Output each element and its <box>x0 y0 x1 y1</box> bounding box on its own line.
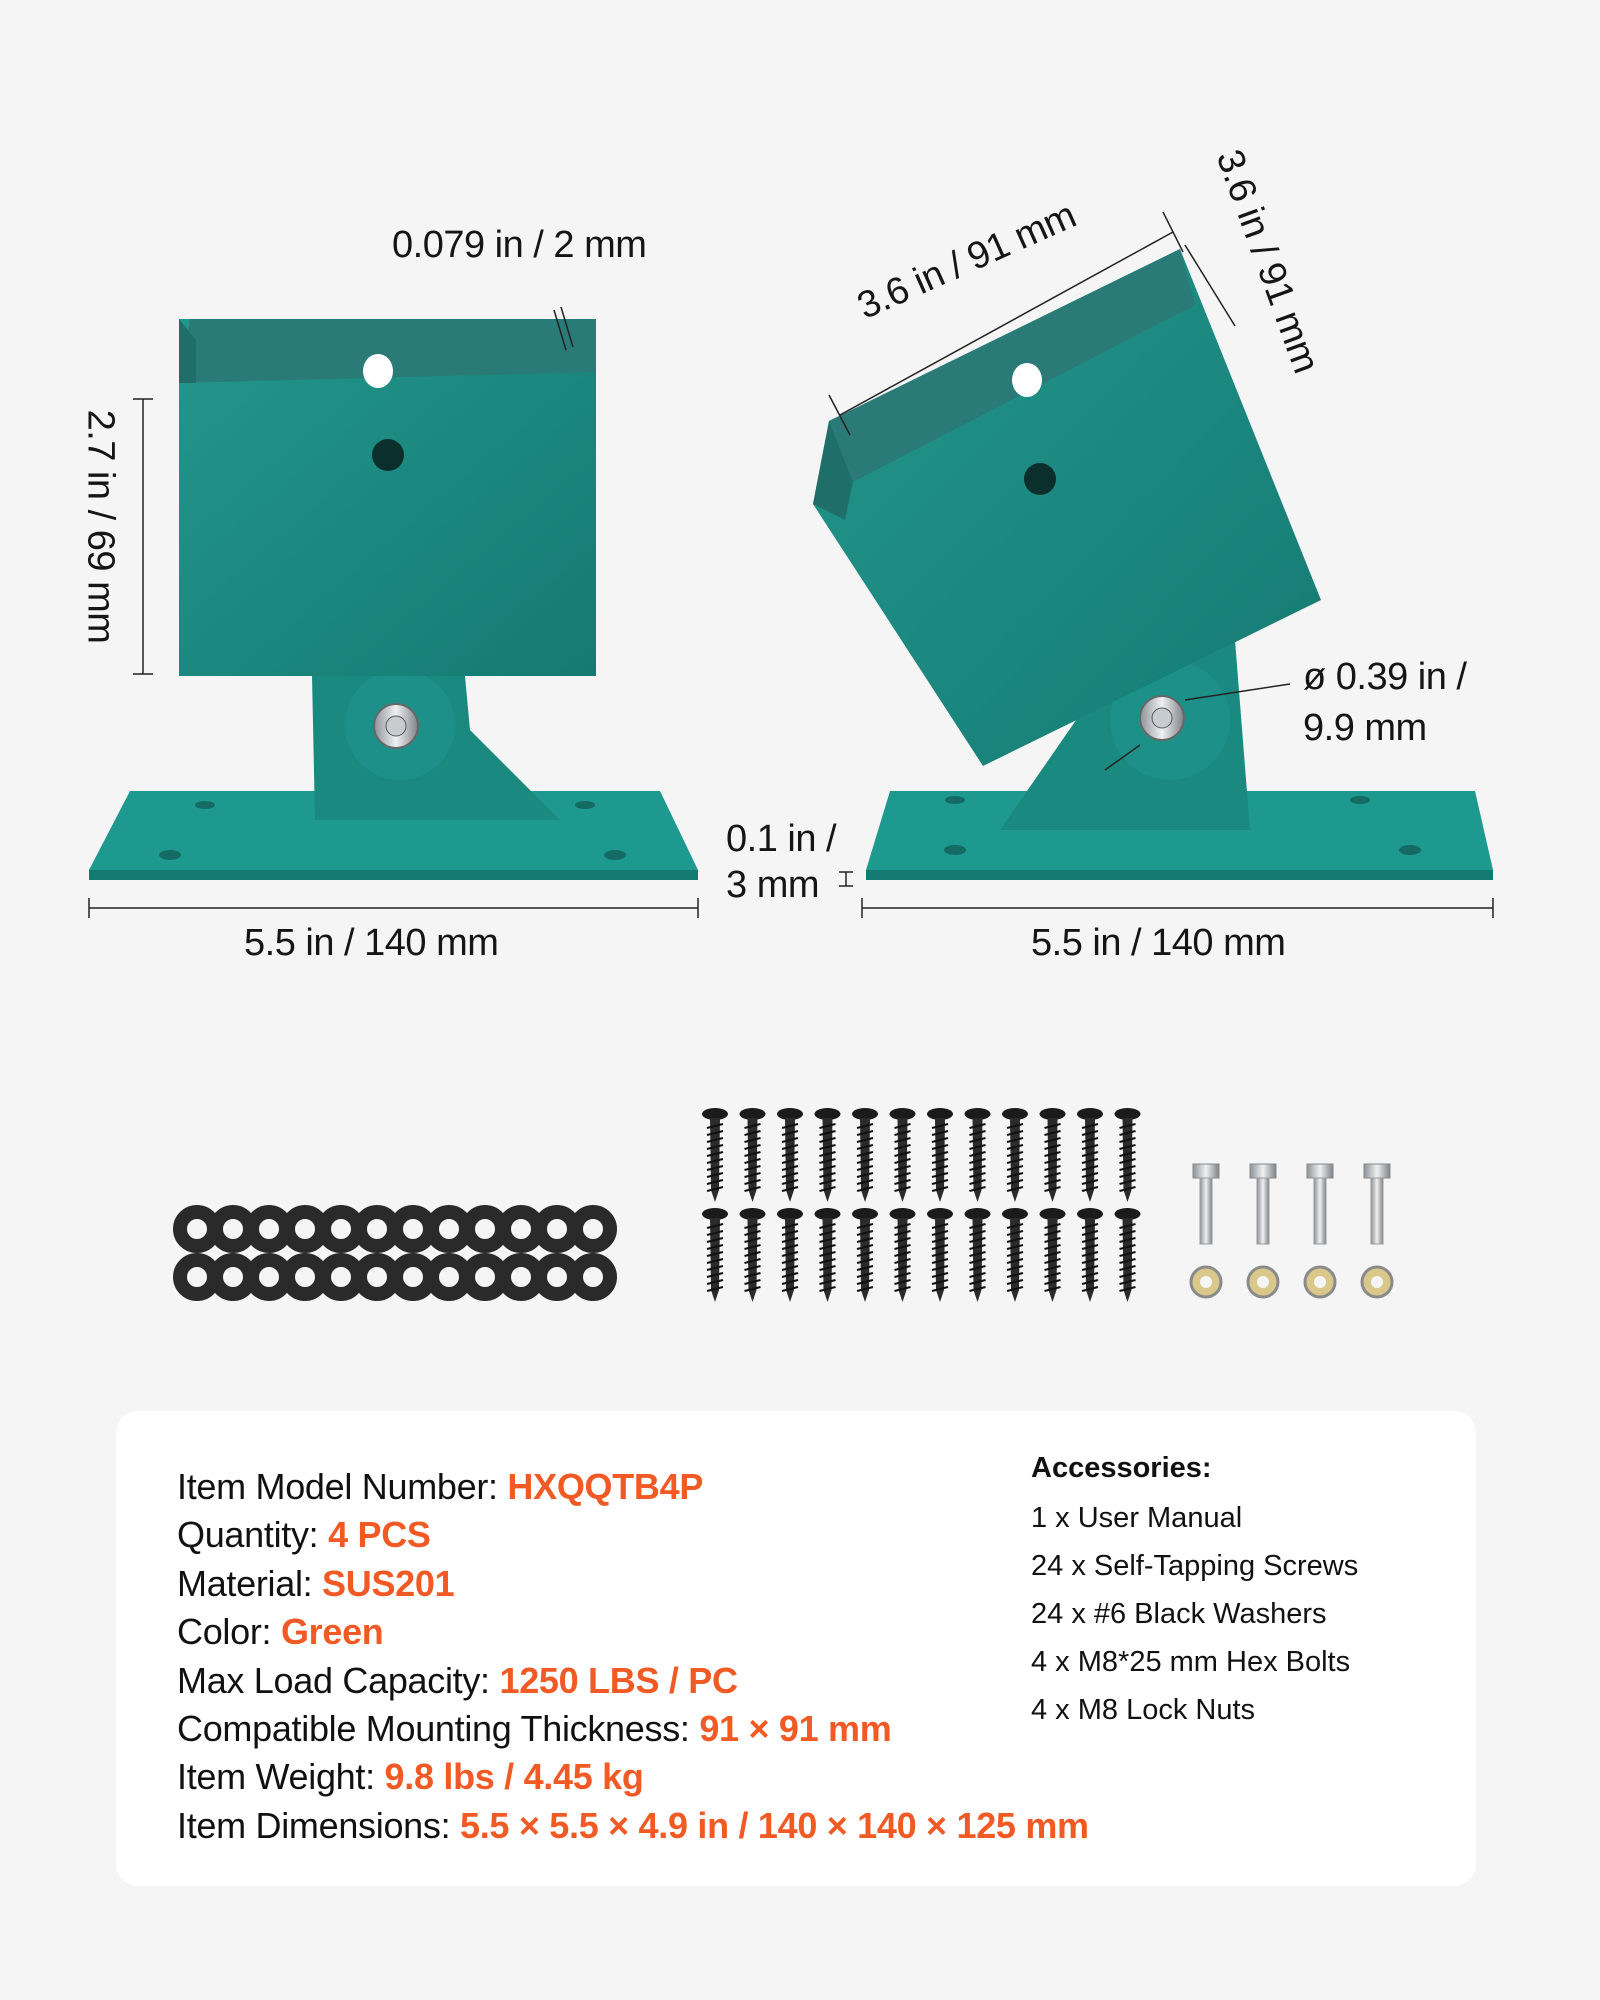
washer <box>360 1260 394 1294</box>
plate-thickness-label-1: 0.1 in / <box>726 818 837 860</box>
screw <box>852 1108 878 1202</box>
screw <box>702 1208 728 1302</box>
screw <box>927 1208 953 1302</box>
spec-value: Green <box>280 1611 384 1653</box>
washer <box>216 1212 250 1246</box>
washer <box>540 1260 574 1294</box>
accessory-item: 24 x Self-Tapping Screws <box>1031 1550 1359 1582</box>
spec-row <box>177 1707 891 1751</box>
accessory-item: 1 x User Manual <box>1031 1502 1243 1534</box>
cup-height-label: 2.7 in / 69 mm <box>79 409 122 644</box>
spec-label: Item Weight: <box>177 1756 385 1798</box>
washer <box>504 1212 538 1246</box>
screw <box>777 1208 803 1302</box>
spec-value: SUS201 <box>322 1562 455 1604</box>
spec-value: 1250 LBS / PC <box>499 1659 738 1701</box>
washer <box>576 1212 610 1246</box>
spec-label: Quantity: <box>177 1514 329 1556</box>
accessories-title: Accessories: <box>1031 1452 1212 1484</box>
screw <box>815 1208 841 1302</box>
screw <box>1115 1208 1141 1302</box>
washer <box>180 1260 214 1294</box>
washer <box>252 1260 286 1294</box>
cup-depth-label: 3.6 in / 91 mm <box>1207 144 1328 379</box>
washer <box>432 1260 466 1294</box>
washer <box>252 1212 286 1246</box>
spec-label: Item Model Number: <box>177 1466 508 1507</box>
screw <box>852 1208 878 1302</box>
washer <box>504 1260 538 1294</box>
screw <box>890 1208 916 1302</box>
spec-value: 4 PCS <box>328 1514 431 1556</box>
spec-value: 9.8 lbs / 4.45 kg <box>384 1756 644 1798</box>
screw <box>740 1108 766 1202</box>
screw <box>740 1208 766 1302</box>
base-width-label-right: 5.5 in / 140 mm <box>1031 922 1286 964</box>
lock-nut-hole <box>1314 1276 1326 1288</box>
washer <box>360 1212 394 1246</box>
accessory-item: 4 x M8*25 mm Hex Bolts <box>1031 1646 1351 1678</box>
washer <box>540 1212 574 1246</box>
screw <box>777 1108 803 1202</box>
bracket-tilted <box>813 249 1493 880</box>
screw <box>965 1208 991 1302</box>
washer <box>324 1260 358 1294</box>
bolt-diameter-label-1: ø 0.39 in / <box>1303 656 1467 698</box>
hex-bolt-shank <box>1200 1178 1212 1244</box>
bolt-diameter-label-2: 9.9 mm <box>1303 707 1427 749</box>
spec-row <box>177 1562 454 1606</box>
hex-bolt-head <box>1193 1164 1219 1178</box>
screw <box>1002 1108 1028 1202</box>
washer <box>324 1212 358 1246</box>
screw <box>1040 1208 1066 1302</box>
spec-row <box>177 1804 1089 1848</box>
washer <box>396 1212 430 1246</box>
washer <box>288 1212 322 1246</box>
spec-label: Item Dimensions: <box>177 1804 460 1846</box>
washer <box>216 1260 250 1294</box>
hex-bolt-head <box>1307 1164 1333 1178</box>
lock-nut-hole <box>1257 1276 1269 1288</box>
lock-nut-hole <box>1200 1276 1212 1288</box>
spec-row <box>177 1659 738 1703</box>
screw <box>1002 1208 1028 1302</box>
washer <box>180 1212 214 1246</box>
spec-label: Material: <box>177 1562 323 1604</box>
spec-label: Compatible Mounting Thickness: <box>177 1708 700 1749</box>
base-width-label-left: 5.5 in / 140 mm <box>244 922 499 964</box>
screw <box>965 1108 991 1202</box>
washer <box>468 1260 502 1294</box>
hex-bolt-shank <box>1371 1178 1383 1244</box>
hardware-set <box>180 1108 1392 1302</box>
accessory-item: 4 x M8 Lock Nuts <box>1031 1694 1256 1726</box>
spec-row <box>177 1755 644 1799</box>
washer <box>432 1212 466 1246</box>
spec-row <box>177 1610 383 1654</box>
hex-bolt-head <box>1250 1164 1276 1178</box>
spec-value: 91 × 91 mm <box>699 1708 892 1749</box>
screw <box>1040 1108 1066 1202</box>
screw <box>927 1108 953 1202</box>
spec-row <box>177 1465 703 1509</box>
wall-thickness-label: 0.079 in / 2 mm <box>392 224 647 266</box>
screw <box>815 1108 841 1202</box>
screw <box>1077 1208 1103 1302</box>
cup-width-label: 3.6 in / 91 mm <box>851 194 1082 328</box>
screw <box>1077 1108 1103 1202</box>
washer <box>396 1260 430 1294</box>
screw <box>890 1108 916 1202</box>
washer <box>288 1260 322 1294</box>
spec-value: HXQQTB4P <box>507 1466 704 1507</box>
spec-label: Color: <box>177 1611 281 1653</box>
screw <box>1115 1108 1141 1202</box>
spec-value: 5.5 × 5.5 × 4.9 in / 140 × 140 × 125 mm <box>460 1804 1089 1846</box>
washer <box>576 1260 610 1294</box>
hex-bolt-shank <box>1314 1178 1326 1244</box>
bracket-straight <box>89 319 698 880</box>
hex-bolt-shank <box>1257 1178 1269 1244</box>
screw <box>702 1108 728 1202</box>
accessory-item: 24 x #6 Black Washers <box>1031 1598 1327 1630</box>
lock-nut-hole <box>1371 1276 1383 1288</box>
plate-thickness-label-2: 3 mm <box>726 864 819 906</box>
spec-row <box>177 1513 431 1557</box>
washer <box>468 1212 502 1246</box>
hex-bolt-head <box>1364 1164 1390 1178</box>
spec-label: Max Load Capacity: <box>177 1659 500 1701</box>
